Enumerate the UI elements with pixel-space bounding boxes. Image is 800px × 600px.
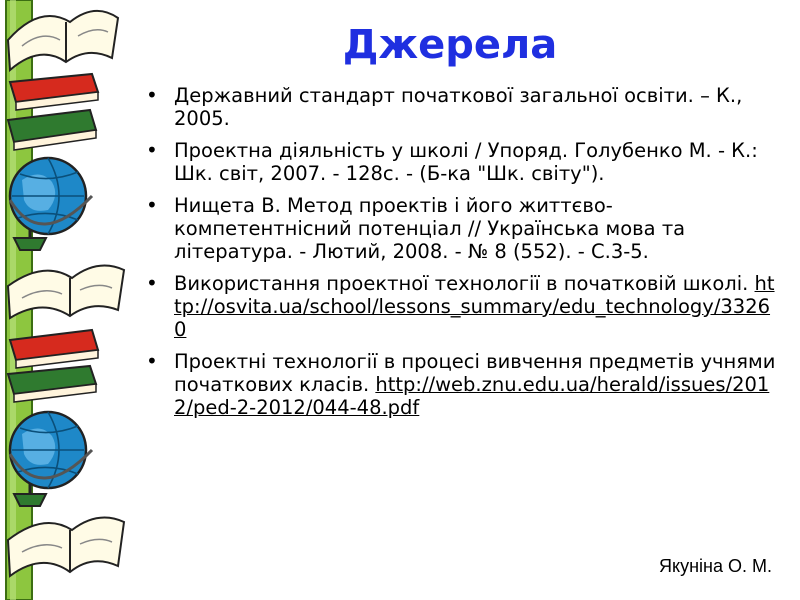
list-item bbox=[140, 139, 780, 185]
list-item-text: Використання проектної технології в початковій школі. bbox=[174, 272, 749, 295]
list-item-text: Проектна діяльність у школі / Упоряд. Голубенко М. - К.: Шк. світ, 2007. - 128с. - (Б-ка "Шк. світу"). bbox=[174, 139, 758, 185]
list-item-text: Нищета В. Метод проектів і його життєво-компетентнісний потенціал // Українська мова та література. - Лютий, 2008. - № 8 (552). - С.3-5. bbox=[174, 194, 686, 263]
books-globes-border bbox=[0, 0, 140, 600]
slide-title: Джерела bbox=[342, 22, 558, 68]
list-item-text: Проектні технології в процесі вивчення предметів учнями початкових класів. bbox=[174, 350, 776, 396]
book-stack-icon bbox=[8, 330, 98, 402]
list-item bbox=[140, 350, 780, 419]
author-name: Якуніна О. М. bbox=[659, 556, 772, 576]
list-item bbox=[140, 84, 780, 130]
sources-list bbox=[140, 84, 780, 428]
source-link[interactable]: http://osvita.ua/school/lessons_summary/edu_technology/33260 bbox=[174, 272, 775, 341]
source-link[interactable]: http://web.znu.edu.ua/herald/issues/2012/ped-2-2012/044-48.pdf bbox=[174, 373, 770, 419]
list-item bbox=[140, 272, 780, 341]
list-item bbox=[140, 194, 780, 263]
list-item-text: Державний стандарт початкової загальної освіти. – К., 2005. bbox=[174, 84, 743, 130]
